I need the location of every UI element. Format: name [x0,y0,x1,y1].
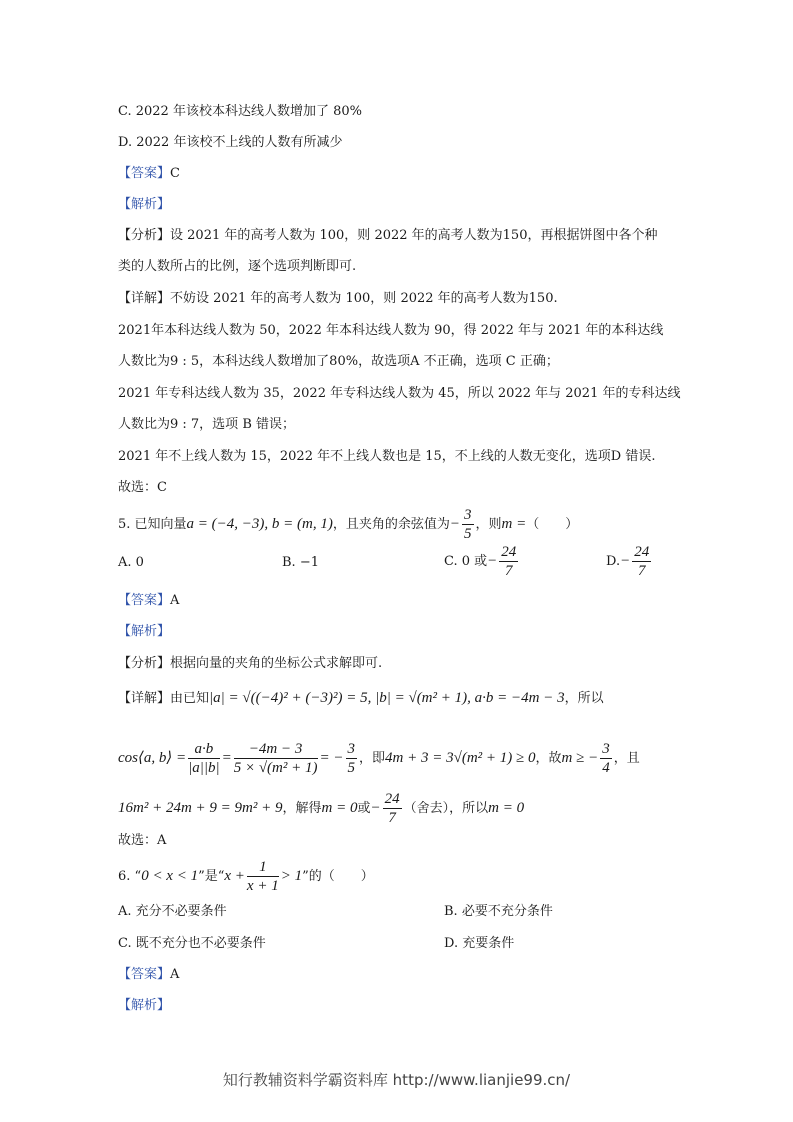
q4-fenxi [118,226,657,246]
q5-option-d: D.− $\frac{24}{7}$ [606,544,650,579]
q4-detail-line5: 人数比为9 : 7，选项 B 错误； [118,417,296,432]
q5-stem-prefix: 5. 已知向量 [118,517,187,532]
q6-analysis-label [118,996,170,1016]
q5-option-b: B. −1 [282,555,319,570]
q4-option-d: D. 2022 年该校不上线的人数有所减少 [118,135,343,150]
q5-analysis-label [118,622,170,642]
q4-detail-line2: 2021年本科达线人数为 50，2022 年本科达线人数为 90，得 2022 年与 2021 年的本科达线 [118,323,664,338]
q5-paren: （ ） [526,517,579,532]
q6-option-a: A. 充分不必要条件 [118,904,227,919]
analysis-label: 【解析】 [118,624,171,639]
answer-label: 【答案】 [118,967,171,982]
q4-answer [118,164,180,184]
q6-stem-frac: $\frac{1}{x + 1}$ [246,859,279,894]
q6-option-d: D. 充要条件 [444,936,515,951]
q6-option-b: B. 必要不充分条件 [444,904,553,919]
fenxi-label: 【分析】 [118,228,171,243]
q4-detail-line4: 2021 年专科达线人数为 35，2022 年专科达线人数为 45，所以 2022 年与 2021 年的专科达线 [118,386,681,401]
footer-watermark: 知行教辅资料学霸资料库 http://www.lianjie99.cn/ [222,1071,571,1089]
q4-detail [118,289,558,309]
detail-label: 【详解】 [118,691,171,706]
q5-cos-frac4: $\frac{3}{4}$ [602,741,610,776]
detail-text: 不妨设 2021 年的高考人数为 100，则 2022 年的高考人数为150. [170,291,558,306]
q5-conclusion: 故选：A [118,833,167,848]
q5-stem-suffix: ，则 [475,517,502,532]
answer-label: 【答案】 [118,166,171,181]
q4-fenxi-line2: 类的人数所占的比例，逐个选项判断即可. [118,259,357,274]
q6-option-c: C. 既不充分也不必要条件 [118,936,266,951]
q5-stem: 5. 已知向量a = (−4, −3), b = (m, 1)，且夹角的余弦值为− $\frac{3}{5}$ ，则m =（ ） [118,507,579,542]
q5-eq-frac: $\frac{24}{7}$ [384,791,400,826]
answer-value: A [170,967,180,982]
analysis-label: 【解析】 [118,197,171,212]
answer-value: C [170,166,180,181]
q5-detail-math: |a| = √((−4)² + (−3)²) = 5, |b| = √(m² + 1), a·b = −4m − 3 [209,690,565,706]
fenxi-text: 设 2021 年的高考人数为 100，则 2022 年的高考人数为150，再根据饼图中各个种 [170,228,658,243]
q4-analysis-label [118,195,170,215]
answer-label: 【答案】 [118,593,171,608]
analysis-label: 【解析】 [118,998,171,1013]
q5-fenxi [118,654,382,674]
q5-eq-line: 16m² + 24m + 9 = 9m² + 9，解得m = 0或− $\frac{24}{7}$ （舍去），所以m = 0 [118,791,525,826]
q5-option-a: A. 0 [118,555,144,570]
q5-detail: 【详解】由已知|a| = √((−4)² + (−3)²) = 5, |b| = √(m² + 1), a·b = −4m − 3，所以 [118,690,604,706]
q4-conclusion: 故选：C [118,480,167,495]
q5-cos-line: cos⟨a, b⟩ = $\frac{a\cdot b}{|a||b|}$ = $\frac{-4m - 3}{\text{5 × √(m² + 1)}}$ = − $\frac{3}{5}$ ，即4m + 3 = 3√(m² + 1) ≥ 0，故m ≥ − $\frac{3}{4}$ ，且 [118,741,640,776]
q6-stem: 6. “0 < x < 1”是“x + $\frac{1}{x + 1}$ > 1”的（ ） [118,859,374,894]
q5-cos-frac3: $\frac{3}{5}$ [347,741,355,776]
q4-detail-line3: 人数比为9 : 5，本科达线人数增加了80%，故选项A 不正确，选项 C 正确； [118,354,559,369]
q5-cos-fraction: $\frac{3}{5}$ [464,507,472,542]
q5-stem-mid: ，且夹角的余弦值为 [332,517,450,532]
q4-option-c: C. 2022 年该校本科达线人数增加了 80% [118,104,362,119]
q5-var: m = [501,516,527,532]
q5-vectors: a = (−4, −3), b = (m, 1) [186,516,333,532]
answer-value: A [170,593,180,608]
detail-label: 【详解】 [118,291,171,306]
q5-cos-frac2: $\frac{-4m - 3}{\text{5 × √(m² + 1)}}$ [233,741,318,776]
q5-cos-frac1: $\frac{a\cdot b}{|a||b|}$ [188,741,220,776]
q5-answer [118,591,179,611]
q4-detail-line6: 2021 年不上线人数为 15，2022 年不上线人数也是 15，不上线的人数无变化，选项D 错误. [118,449,656,464]
q5-option-c: C. 0 或− $\frac{24}{7}$ [444,544,517,579]
q6-answer [118,965,179,985]
fenxi-text: 根据向量的夹角的坐标公式求解即可. [170,656,383,671]
fenxi-label: 【分析】 [118,656,171,671]
